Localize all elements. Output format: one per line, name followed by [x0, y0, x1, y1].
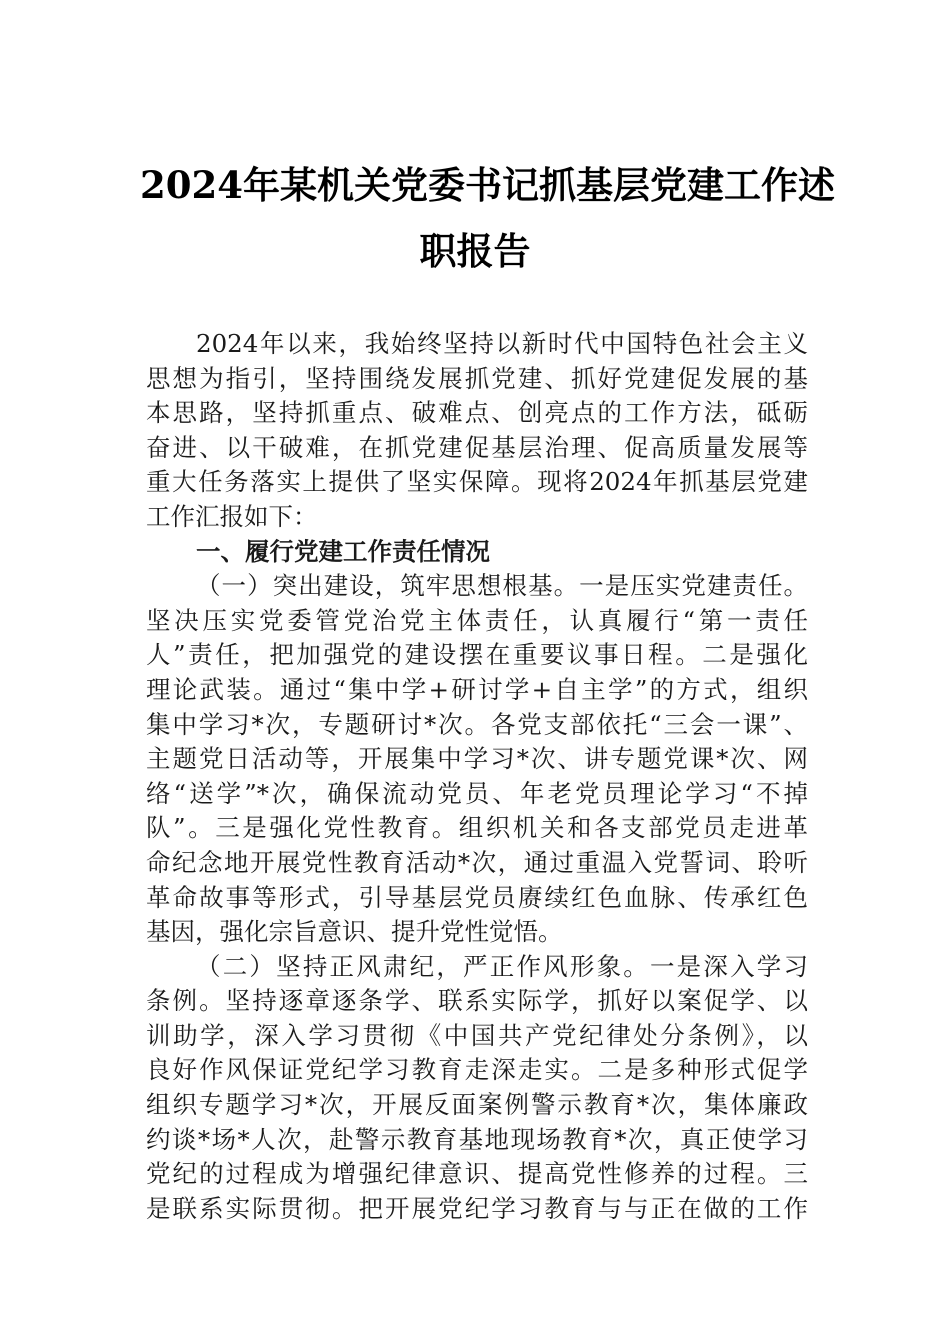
body-line: （二）坚持正风肃纪，严正作风形象。一是深入学习	[196, 951, 808, 981]
body-line: 2024年以来，我始终坚持以新时代中国特色社会主义	[196, 329, 808, 358]
body-line: 坚决压实党委管党治党主体责任，认真履行“第一责任	[146, 605, 808, 635]
body-line: 理论武装。通过“集中学+研讨学+自主学”的方式，组织	[146, 674, 808, 704]
body-line: 训助学，深入学习贯彻《中国共产党纪律处分条例》，以	[146, 1020, 808, 1050]
document-body	[146, 327, 808, 1226]
body-line: 是联系实际贯彻。把开展党纪学习教育与与正在做的工作	[146, 1193, 808, 1223]
body-line: 络“送学”*次，确保流动党员、年老党员理论学习“不掉	[146, 778, 808, 808]
body-line: 命纪念地开展党性教育活动*次，通过重温入党誓词、聆听	[146, 847, 808, 877]
body-line: 思想为指引，坚持围绕发展抓党建、抓好党建促发展的基	[146, 363, 808, 393]
body-line: 主题党日活动等，开展集中学习*次、讲专题党课*次、网	[146, 744, 808, 774]
body-line: 重大任务落实上提供了坚实保障。现将2024年抓基层党建	[146, 467, 808, 497]
document-title-line-2: 职报告	[419, 229, 531, 273]
body-line: 组织专题学习*次，开展反面案例警示教育*次，集体廉政	[146, 1090, 808, 1120]
body-line: 基因，强化宗旨意识、提升党性觉悟。	[146, 917, 563, 947]
body-line: 约谈*场*人次，赴警示教育基地现场教育*次，真正使学习	[146, 1124, 808, 1154]
body-line: 条例。坚持逐章逐条学、联系实际学，抓好以案促学、以	[146, 986, 808, 1016]
body-line: 队”。三是强化党性教育。组织机关和各支部党员走进革	[146, 813, 808, 843]
document-title-line-1: 2024年某机关党委书记抓基层党建工作述	[140, 163, 835, 207]
body-line: 党纪的过程成为增强纪律意识、提高党性修养的过程。三	[146, 1159, 808, 1189]
body-line: 革命故事等形式，引导基层党员赓续红色血脉、传承红色	[146, 882, 808, 912]
body-line: 奋进、以干破难，在抓党建促基层治理、促高质量发展等	[146, 432, 808, 462]
body-line: 良好作风保证党纪学习教育走深走实。二是多种形式促学	[146, 1055, 808, 1085]
body-line: 人”责任，把加强党的建设摆在重要议事日程。二是强化	[146, 640, 808, 670]
body-line: 工作汇报如下：	[146, 501, 318, 531]
section-heading: 一、履行党建工作责任情况	[196, 536, 490, 566]
body-line: 集中学习*次，专题研讨*次。各党支部依托“三会一课”、	[146, 709, 808, 739]
body-line: 本思路，坚持抓重点、破难点、创亮点的工作方法，砥砺	[146, 398, 808, 428]
body-line: （一）突出建设，筑牢思想根基。一是压实党建责任。	[196, 571, 808, 601]
